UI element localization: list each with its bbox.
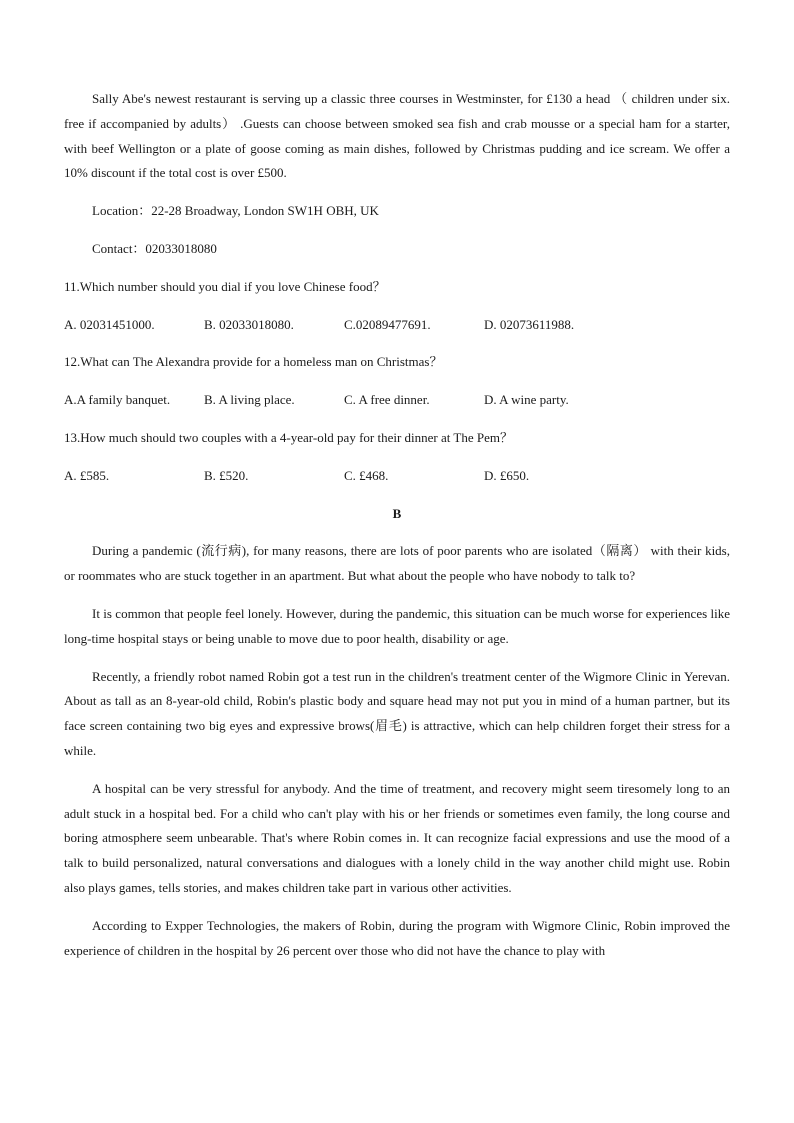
question-13-options: [64, 464, 730, 489]
option-a: A. £585.: [64, 467, 110, 483]
option-c: C. A free dinner.: [344, 392, 430, 408]
option-d: D. 02073611988.: [484, 316, 575, 332]
option-b: B. £520.: [204, 467, 249, 483]
option-d: D. A wine party.: [484, 392, 569, 408]
option-c: C.02089477691.: [344, 316, 431, 332]
section-b-paragraph: It is common that people feel lonely. However, during the pandemic, this situation can be much worse for experiences like long-time hospital stays or being unable to move due to poor health, disability or age.: [64, 605, 730, 646]
restaurant-location: Location：22-28 Broadway, London SW1H OBH, UK: [92, 203, 379, 219]
option-d: D. £650.: [484, 467, 530, 483]
section-b-paragraph: According to Expper Technologies, the makers of Robin, during the program with Wigmore Clinic, Robin improved the experience of children in the hospital by 26 percent over those who did not have the chance to play with: [64, 917, 730, 958]
section-b-paragraph: A hospital can be very stressful for anybody. And the time of treatment, and recovery might seem tiresomely long to an adult stuck in a hospital bed. For a child who can't play with his or her friends or sometimes even family, the long course and boring atmosphere seem unbearable. That's where Robin comes in. It can recognize facial expressions and use the mood of a talk to build personalized, natural conversations and dialogues with a lonely child in the way another child might use. Robin also plays games, tells stories, and makes children take part in various other activities.: [64, 780, 730, 895]
section-heading: B: [392, 505, 402, 521]
restaurant-description: Sally Abe's newest restaurant is serving up a classic three courses in Westminster, for £130 a head （ children under six. free if accompanied by adults） .Guests can choose between smoked sea fish and crab mousse or a special ham for a starter, with beef Wellington or a plate of goose coming as main dishes, followed by Christmas pudding and ice scream. We offer a 10% discount if the total cost is over £500.: [64, 91, 730, 181]
question-11-options: [64, 313, 730, 338]
section-b-paragraph: During a pandemic (流行病), for many reasons, there are lots of poor parents who are isolated（隔离） with their kids, or roommates who are stuck together in an apartment. But what about the people who have nobody to talk to?: [64, 543, 730, 584]
question-12-options: [64, 388, 730, 413]
option-a: A. 02031451000.: [64, 316, 155, 332]
question-12: 12.What can The Alexandra provide for a homeless man on Christmas？: [64, 354, 443, 370]
question-13: 13.How much should two couples with a 4-year-old pay for their dinner at The Pem？: [64, 429, 513, 445]
option-a: A.A family banquet.: [64, 392, 171, 408]
section-b-paragraph: Recently, a friendly robot named Robin got a test run in the children's treatment center of the Wigmore Clinic in Yerevan. About as tall as an 8-year-old child, Robin's plastic body and square head may not put you in mind of a human partner, but its face screen containing two big eyes and expressive brows(眉毛) is attractive, which can help children forget their stress for a while.: [64, 668, 730, 758]
restaurant-contact: Contact：02033018080: [92, 240, 217, 256]
option-b: B. A living place.: [204, 392, 295, 408]
question-11: 11.Which number should you dial if you love Chinese food？: [64, 278, 386, 294]
document-page: [64, 87, 730, 976]
option-c: C. £468.: [344, 467, 389, 483]
option-b: B. 02033018080.: [204, 316, 294, 332]
